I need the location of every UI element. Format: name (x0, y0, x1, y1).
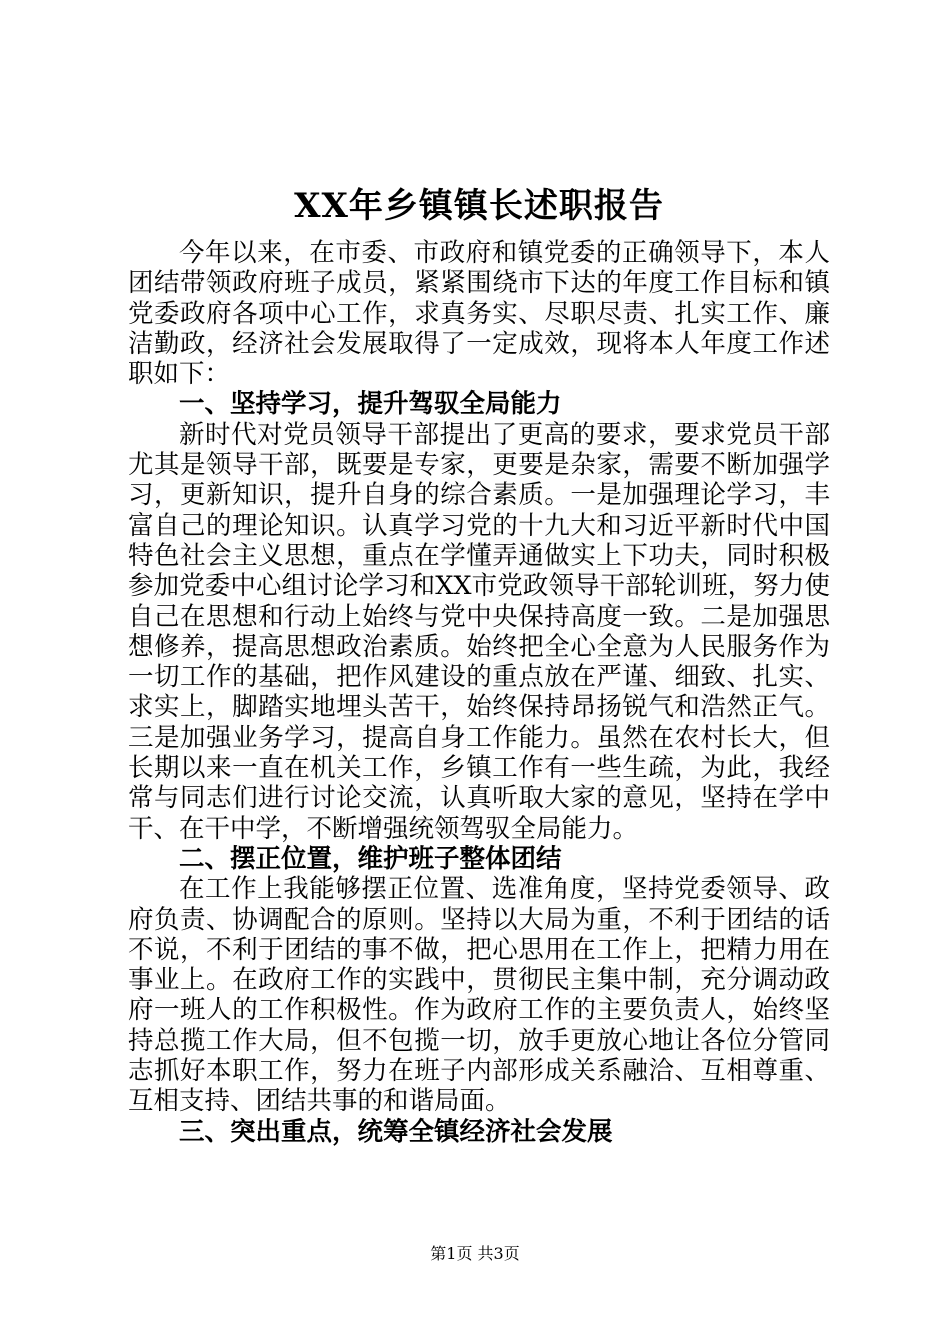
section-heading-2: 二、摆正位置，维护班子整体团结 (179, 843, 562, 874)
section-body-1: 新时代对党员领导干部提出了更高的要求，要求党员干部尤其是领导干部，既要是专家，更要是杂家，需要不断加强学习，更新知识，提升自身的综合素质。一是加强理论学习，丰富自己的理论知识。认真学习党的十九大和习近平新时代中国特色社会主义思想，重点在学懂弄通做实上下功夫，同时积极参加党委中心组讨论学习和XX市党政领导干部轮训班，努力使自己在思想和行动上始终与党中央保持高度一致。二是加强思想修养，提高思想政治素质。始终把全心全意为人民服务作为一切工作的基础，把作风建设的重点放在严谨、细致、扎实、求实上，脚踏实地埋头苦干，始终保持昂扬锐气和浩然正气。三是加强业务学习，提高自身工作能力。虽然在农村长大，但长期以来一直在机关工作，乡镇工作有一些生疏，为此，我经常与同志们进行讨论交流，认真听取大家的意见，坚持在学中干、在干中学，不断增强统领驾驭全局能力。 (128, 419, 830, 844)
intro-paragraph: 今年以来，在市委、市政府和镇党委的正确领导下，本人团结带领政府班子成员，紧紧围绕市下达的年度工作目标和镇党委政府各项中心工作，求真务实、尽职尽责、扎实工作、廉洁勤政，经济社会发展取得了一定成效，现将本人年度工作述职如下： (128, 238, 830, 390)
document-page (128, 180, 830, 1147)
page-footer: 第1页 共3页 (430, 1244, 520, 1263)
section-body-2: 在工作上我能够摆正位置、选准角度，坚持党委领导、政府负责、协调配合的原则。坚持以大局为重，不利于团结的话不说，不利于团结的事不做，把心思用在工作上，把精力用在事业上。在政府工作的实践中，贯彻民主集中制，充分调动政府一班人的工作积极性。作为政府工作的主要负责人，始终坚持总揽工作大局，但不包揽一切，放手更放心地让各位分管同志抓好本职工作，努力在班子内部形成关系融洽、互相尊重、互相支持、团结共事的和谐局面。 (128, 874, 830, 1117)
section-heading-3: 三、突出重点，统筹全镇经济社会发展 (179, 1116, 613, 1147)
section-heading-1: 一、坚持学习，提升驾驭全局能力 (179, 389, 562, 420)
document-title: XX年乡镇镇长述职报告 (294, 186, 664, 226)
